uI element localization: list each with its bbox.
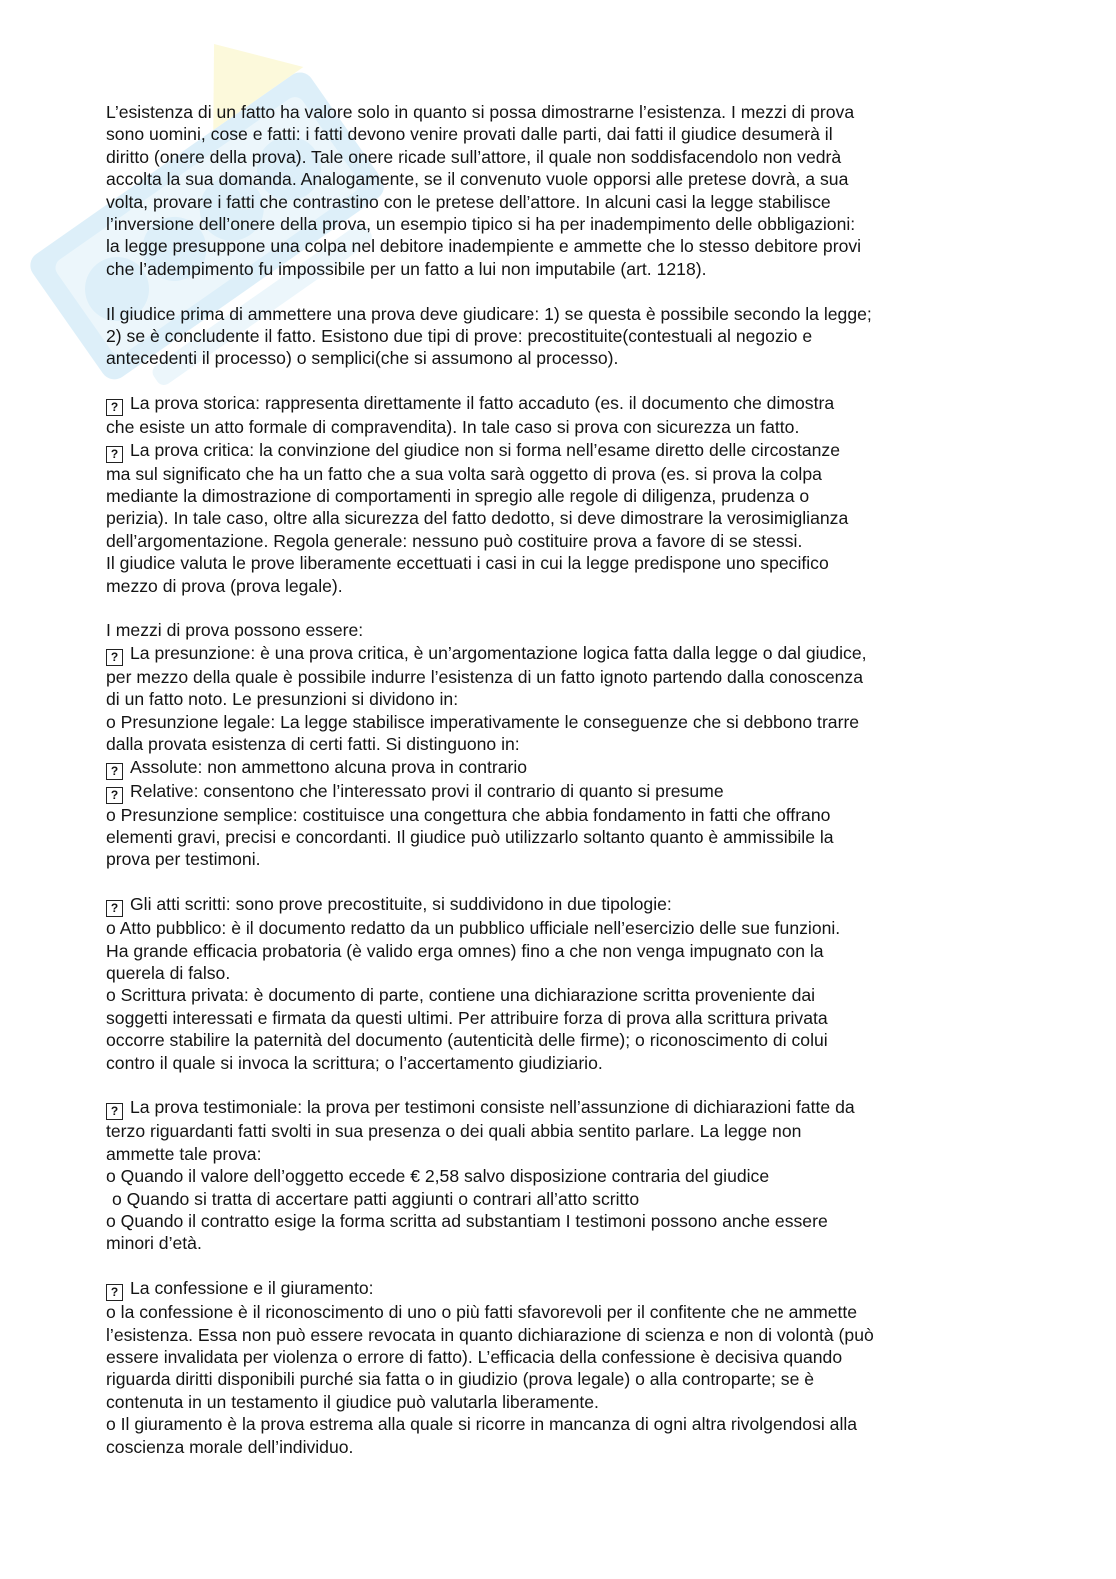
text-line: querela di falso. [106,962,231,983]
text-line: la legge presuppone una colpa nel debitore inadempiente e ammette che lo stesso debitore provi [106,236,862,257]
bullet-text: La presunzione: è una prova critica, è un’argomentazione logica fatta dalla legge o dal giudice, [130,642,867,663]
bullet-line [106,780,1011,804]
text-line: mediante la dimostrazione di comportamenti in spregio alle regole di diligenza, prudenza o [106,486,810,507]
text-line: che l’adempimento fu impossibile per un fatto a lui non imputabile (art. 1218). [106,258,707,279]
bullet-line [106,756,1011,780]
text-line: volta, provare i fatti che contrastino con le pretese dell’attore. In alcuni casi la legge stabilisce [106,191,831,212]
text-line: riguarda diritti disponibili purché sia fatta o in giudizio (prova legale) o alla controparte; se è [106,1369,815,1390]
text-line: l’inversione dell’onere della prova, un esempio tipico si ha per inadempimento delle obbligazioni: [106,214,856,235]
bullet-text: Assolute: non ammettono alcuna prova in contrario [130,756,528,777]
bullet-text: La confessione e il giuramento: [130,1278,374,1299]
missing-glyph-icon: ? [106,399,123,416]
text-line: contenuta in un testamento il giudice può valutarla liberamente. [106,1391,599,1412]
missing-glyph-icon: ? [106,649,123,666]
text-line: mezzo di prova (prova legale). [106,575,343,596]
text-line: elementi gravi, precisi e concordanti. Il giudice può utilizzarlo soltanto quanto è ammissibile la [106,826,834,847]
text-line: essere invalidata per violenza o errore di fatto). L’efficacia della confessione è decisiva quando [106,1347,843,1367]
text-line: o Quando il valore dell’oggetto eccede € 2,58 salvo disposizione contraria del giudice [106,1166,770,1187]
text-line: o Quando il contratto esige la forma scritta ad substantiam I testimoni possono anche essere [106,1210,828,1231]
text-line: ma sul significato che ha un fatto che a sua volta sarà oggetto di prova (es. si prova la colpa [106,463,822,484]
text-line: che esiste un atto formale di compravendita). In tale caso si prova con sicurezza un fatto. [106,417,800,438]
bullet-line [106,642,1011,666]
missing-glyph-icon: ? [106,1284,123,1301]
paragraph-judge-evaluation [106,303,1011,370]
text-line: l’esistenza. Essa non può essere revocata in quanto dichiarazione di scienza e non di volontà (può [106,1324,874,1345]
text-line: antecedenti il processo) o semplici(che si assumono al processo). [106,348,619,369]
bullet-line [106,439,1011,463]
text-line: L’esistenza di un fatto ha valore solo in quanto si possa dimostrarne l’esistenza. I mezzi di prova [106,102,855,122]
text-line: dell’argomentazione. Regola generale: nessuno può costituire prova a favore di se stessi. [106,530,803,551]
text-line: terzo riguardanti fatti svolti in sua presenza o dei quali abbia sentito parlare. La legge non [106,1121,802,1142]
text-line: o Presunzione semplice: costituisce una congettura che abbia fondamento in fatti che offrano [106,804,831,825]
text-line: o Scrittura privata: è documento di parte, contiene una dichiarazione scritta proveniente dai [106,985,816,1006]
text-line: o Presunzione legale: La legge stabilisce imperativamente le conseguenze che si debbono trarre [106,711,860,732]
text-line: prova per testimoni. [106,849,261,870]
text-line: accolta la sua domanda. Analogamente, se il convenuto vuole opporsi alle pretese dovrà, a sua [106,169,849,190]
missing-glyph-icon: ? [106,900,123,917]
bullet-text: La prova critica: la convinzione del giudice non si forma nell’esame diretto delle circostanze [130,439,840,460]
text-line: perizia). In tale caso, oltre alla sicurezza del fatto dedotto, si deve dimostrare la verosimiglianza [106,508,849,529]
text-line: minori d’età. [106,1233,202,1254]
document-body [106,101,1011,1480]
text-line: o la confessione è il riconoscimento di uno o più fatti sfavorevoli per il confitente che ne ammette [106,1302,858,1323]
text-line: occorre stabilire la paternità del documento (autenticità delle firme); o riconoscimento di colui [106,1030,828,1051]
text-line: o Atto pubblico: è il documento redatto da un pubblico ufficiale nell’esercizio delle sue funzioni. [106,918,841,939]
paragraph-written-acts [106,893,1011,1074]
bullet-text: Gli atti scritti: sono prove precostituite, si suddividono in due tipologie: [130,894,672,915]
text-line: soggetti interessati e firmata da questi ultimi. Per attribuire forza di prova alla scrittura privata [106,1007,828,1028]
text-line: Il giudice valuta le prove liberamente eccettuati i casi in cui la legge predispone uno specifico [106,553,829,574]
bullet-text: La prova storica: rappresenta direttamente il fatto accaduto (es. il documento che dimostra [130,393,835,414]
text-line: contro il quale si invoca la scrittura; o l’accertamento giudiziario. [106,1052,603,1073]
paragraph-confession-oath [106,1277,1011,1458]
bullet-line [106,893,1011,917]
paragraph-proof-types [106,392,1011,597]
bullet-line [106,1277,1011,1301]
missing-glyph-icon: ? [106,1103,123,1120]
paragraph-intro [106,101,1011,280]
text-line: o Quando si tratta di accertare patti aggiunti o contrari all’atto scritto [112,1188,640,1209]
text-line: Ha grande efficacia probatoria (è valido erga omnes) fino a che non venga impugnato con la [106,940,824,961]
bullet-text: La prova testimoniale: la prova per testimoni consiste nell’assunzione di dichiarazioni fatte da [130,1097,855,1118]
text-line: Il giudice prima di ammettere una prova deve giudicare: 1) se questa è possibile secondo la legge; [106,303,872,324]
text-line: 2) se è concludente il fatto. Esistono due tipi di prove: precostituite(contestuali al negozio e [106,326,813,347]
text-line: dalla provata esistenza di certi fatti. Si distinguono in: [106,734,520,755]
bullet-line [106,1096,1011,1120]
text-line: ammette tale prova: [106,1143,262,1164]
missing-glyph-icon: ? [106,446,123,463]
paragraph-presumptions [106,619,1011,870]
text-line: coscienza morale dell’individuo. [106,1436,354,1457]
text-line: diritto (onere della prova). Tale onere ricade sull’attore, il quale non soddisfacendolo non vedrà [106,146,842,167]
text-line: di un fatto noto. Le presunzioni si dividono in: [106,689,459,710]
missing-glyph-icon: ? [106,787,123,804]
text-line: per mezzo della quale è possibile indurre l’esistenza di un fatto ignoto partendo dalla conoscenza [106,666,864,687]
bullet-text: Relative: consentono che l’interessato provi il contrario di quanto si presume [130,780,724,801]
text-line: I mezzi di prova possono essere: [106,620,364,641]
missing-glyph-icon: ? [106,763,123,780]
text-line: o Il giuramento è la prova estrema alla quale si ricorre in mancanza di ogni altra rivolgendosi alla [106,1414,858,1435]
paragraph-testimony [106,1096,1011,1254]
text-line: sono uomini, cose e fatti: i fatti devono venire provati dalle parti, dai fatti il giudice desumerà il [106,124,833,145]
bullet-line [106,392,1011,416]
